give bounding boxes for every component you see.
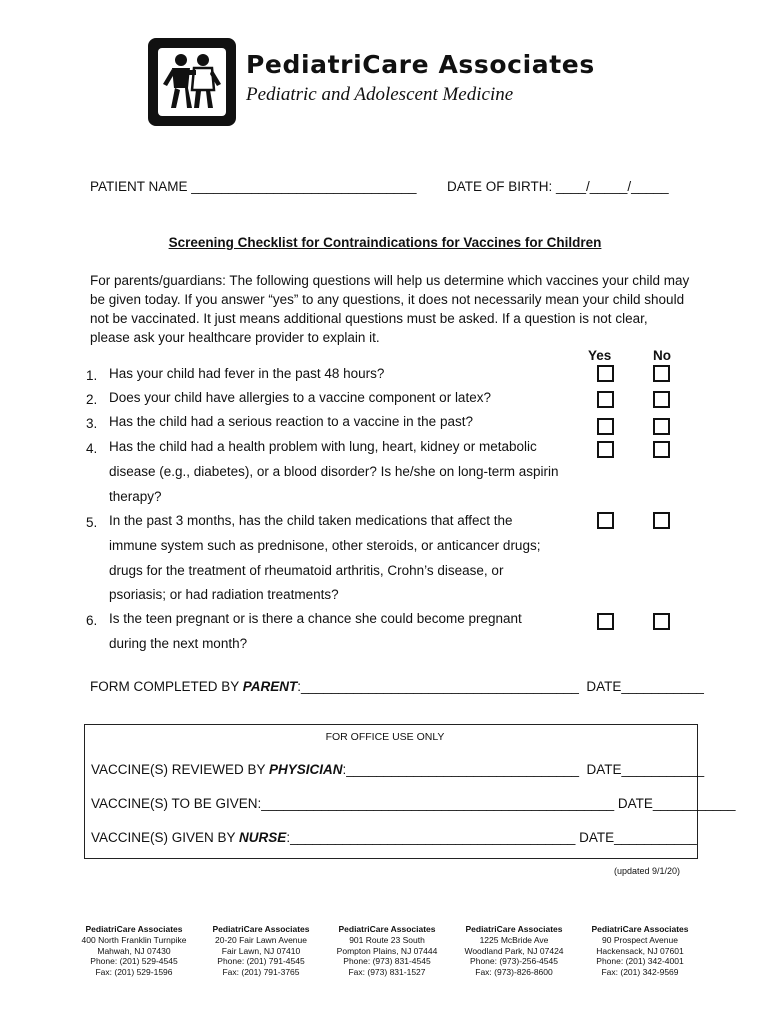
vaccines-to-be-given-field[interactable]: VACCINE(S) TO BE GIVEN:_______________________________________________ DATE___________: [91, 796, 736, 811]
reviewed-by-physician-field[interactable]: [91, 762, 704, 777]
location-city: Mahwah, NJ 07430: [97, 945, 171, 956]
footer-location: [577, 924, 703, 978]
question-3-no-checkbox[interactable]: [653, 418, 670, 435]
location-name: PediatriCare Associates: [212, 924, 310, 934]
question-4-no-checkbox[interactable]: [653, 441, 670, 458]
reviewed-prefix: VACCINE(S) REVIEWED BY: [91, 762, 270, 777]
updated-note: (updated 9/1/20): [614, 866, 681, 876]
question-5-no-checkbox[interactable]: [653, 512, 670, 529]
question-3-yes-checkbox[interactable]: [597, 418, 614, 435]
question-text: Has the child had a health problem with lung, heart, kidney or metabolic disease (e.g., diabetes), or a blood disorder? Is he/she on long-term aspirin therapy?: [109, 439, 559, 504]
footer-location: [451, 924, 577, 978]
question-4-yes-checkbox[interactable]: [597, 441, 614, 458]
location-phone: Phone: (201) 529-4545: [90, 956, 178, 967]
intro-paragraph: For parents/guardians: The following questions will help us determine which vaccines your child may be given today. If you answer “yes” to any questions, it does not necessarily mean your child should not be vaccinated. It just means additional questions must be asked. If a question is not clear, please ask your healthcare provider to explain it.: [90, 273, 690, 345]
completed-by-role: PARENT: [242, 679, 298, 694]
practice-logo: [148, 38, 236, 126]
location-address: 1225 McBride Ave: [479, 934, 549, 945]
brand-name: PediatriCare Associates: [246, 50, 595, 79]
given-by-nurse-field[interactable]: [91, 830, 697, 845]
office-use-heading: FOR OFFICE USE ONLY: [325, 731, 445, 743]
question-text: Does your child have allergies to a vaccine component or latex?: [109, 390, 491, 405]
question-text: Has the child had a serious reaction to a vaccine in the past?: [109, 414, 473, 429]
brand-subtitle: Pediatric and Adolescent Medicine: [246, 84, 514, 105]
yes-column-header: Yes: [588, 348, 612, 363]
location-city: Pompton Plains, NJ 07444: [336, 945, 438, 956]
question-number: 5.: [86, 515, 98, 530]
question-number: 3.: [86, 416, 98, 431]
children-logo-icon: [158, 48, 226, 116]
completed-by-prefix: FORM COMPLETED BY: [90, 679, 243, 694]
footer-location: [71, 924, 197, 978]
question-number: 6.: [86, 613, 98, 628]
location-address: 90 Prospect Avenue: [602, 934, 678, 945]
location-phone: Phone: (201) 791-4545: [217, 956, 305, 967]
question-text: Has your child had fever in the past 48 hours?: [109, 366, 385, 381]
question-1-yes-checkbox[interactable]: [597, 365, 614, 382]
location-name: PediatriCare Associates: [338, 924, 436, 934]
question-1-no-checkbox[interactable]: [653, 365, 670, 382]
question-6-no-checkbox[interactable]: [653, 613, 670, 630]
location-fax: Fax: (201) 529-1596: [95, 967, 173, 978]
reviewed-suffix: :_______________________________ DATE___________: [342, 762, 705, 777]
question-number: 2.: [86, 392, 98, 407]
location-fax: Fax: (973)-826-8600: [475, 967, 553, 978]
question-2-no-checkbox[interactable]: [653, 391, 670, 408]
location-name: PediatriCare Associates: [85, 924, 183, 934]
location-fax: Fax: (201) 791-3765: [222, 967, 300, 978]
patient-name-field[interactable]: PATIENT NAME ______________________________: [90, 179, 417, 194]
form-title: Screening Checklist for Contraindications for Vaccines for Children: [168, 235, 602, 250]
location-address: 400 North Franklin Turnpike: [81, 934, 187, 945]
footer-location: [198, 924, 324, 978]
location-city: Woodland Park, NJ 07424: [464, 945, 564, 956]
location-fax: Fax: (201) 342-9569: [601, 967, 679, 978]
given-prefix: VACCINE(S) GIVEN BY: [91, 830, 240, 845]
given-suffix: :______________________________________ DATE___________: [286, 830, 697, 845]
location-city: Hackensack, NJ 07601: [596, 945, 684, 956]
location-phone: Phone: (973)-256-4545: [470, 956, 558, 967]
location-phone: Phone: (201) 342-4001: [596, 956, 684, 967]
location-name: PediatriCare Associates: [591, 924, 689, 934]
reviewed-role: PHYSICIAN: [269, 762, 343, 777]
given-role: NURSE: [239, 830, 287, 845]
question-2-yes-checkbox[interactable]: [597, 391, 614, 408]
location-phone: Phone: (973) 831-4545: [343, 956, 431, 967]
question-6-yes-checkbox[interactable]: [597, 613, 614, 630]
location-city: Fair Lawn, NJ 07410: [221, 945, 301, 956]
footer-location: [324, 924, 450, 978]
question-text: Is the teen pregnant or is there a chance she could become pregnant during the next month?: [109, 611, 522, 651]
completed-by-parent-field[interactable]: [90, 679, 704, 694]
no-column-header: No: [653, 348, 671, 363]
question-number: 4.: [86, 441, 98, 456]
date-of-birth-field[interactable]: DATE OF BIRTH: ____/_____/_____: [447, 179, 669, 194]
location-name: PediatriCare Associates: [465, 924, 563, 934]
location-fax: Fax: (973) 831-1527: [348, 967, 426, 978]
location-address: 20-20 Fair Lawn Avenue: [215, 934, 307, 945]
question-number: 1.: [86, 368, 98, 383]
question-5-yes-checkbox[interactable]: [597, 512, 614, 529]
question-text: In the past 3 months, has the child taken medications that affect the immune system such as prednisone, other steroids, or anticancer drugs; drugs for the treatment of rheumatoid arthritis, Crohn’s disease, or psoriasis; or had radiation treatments?: [109, 513, 541, 603]
location-address: 901 Route 23 South: [349, 934, 425, 945]
completed-by-suffix: :_____________________________________ DATE___________: [297, 679, 704, 694]
